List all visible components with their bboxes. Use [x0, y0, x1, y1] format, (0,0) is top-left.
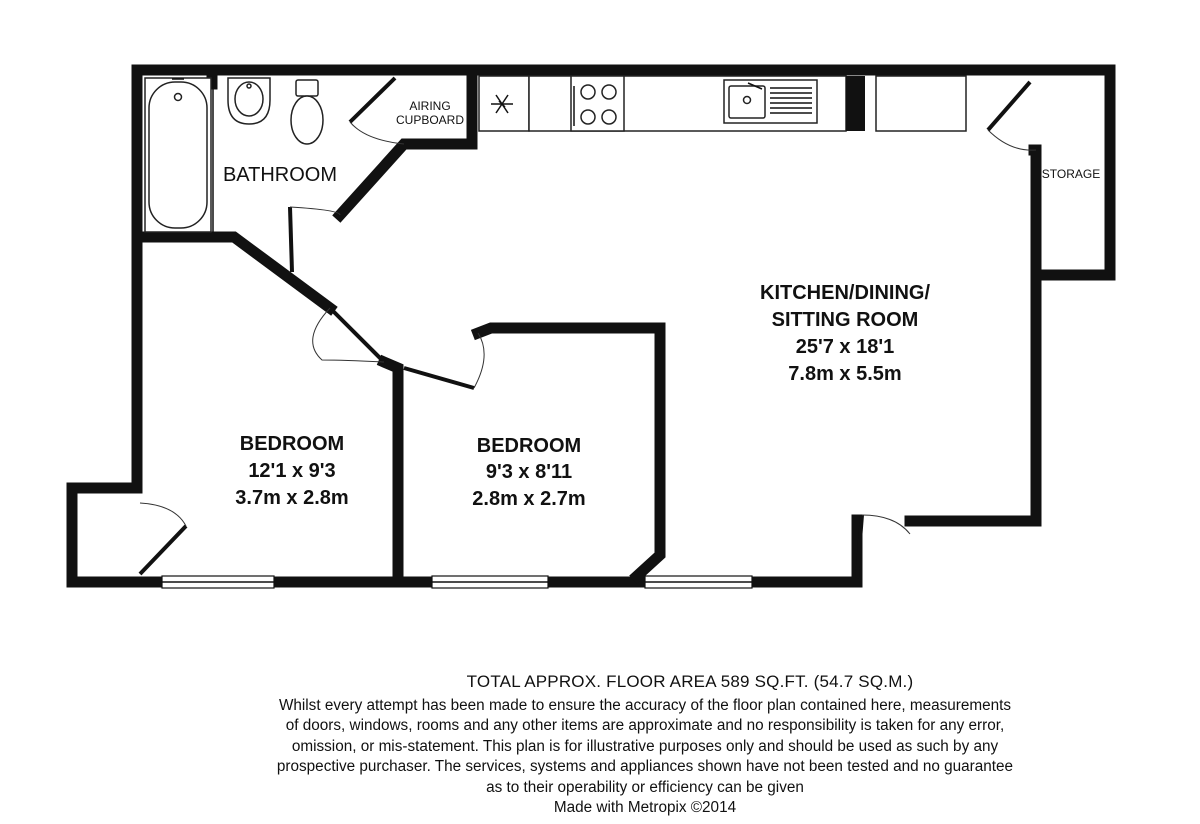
disclaimer-line: Whilst every attempt has been made to ensure the accuracy of the floor plan contained here, measurements: [278, 697, 1012, 714]
bedroom1-door-leaf: [330, 308, 384, 362]
airing-cupboard-label-2: CUPBOARD: [395, 113, 465, 127]
airing-door-leaf: [350, 78, 395, 122]
kitchen-name-1: KITCHEN/DINING/: [760, 282, 930, 304]
disclaimer-line: as to their operability or efficiency can be given: [486, 778, 804, 796]
kitchen-metric: 7.8m x 5.5m: [788, 363, 902, 385]
storage-label: STORAGE: [1041, 167, 1101, 181]
storage-wall: [1034, 150, 1036, 275]
hob: [571, 76, 624, 131]
bedroom1-imperial: 12'1 x 9'3: [248, 460, 336, 482]
storage-door-leaf: [988, 82, 1030, 130]
bedroom2-imperial: 9'3 x 8'11: [485, 461, 573, 483]
toilet-bowl: [291, 96, 323, 144]
bedroom1-metric: 3.7m x 2.8m: [235, 487, 349, 509]
entrance-door-arc: [862, 515, 910, 534]
footer: [0, 672, 1200, 818]
bathroom-door-leaf: [290, 207, 292, 272]
closet-door-leaf: [140, 526, 186, 574]
bedroom2-door-leaf: [404, 368, 474, 388]
total-floor-area: TOTAL APPROX. FLOOR AREA 589 SQ.FT. (54.7 SQ.M.): [466, 672, 914, 691]
bedroom-divider-wall: [384, 362, 398, 576]
bedroom2-door-arc: [474, 333, 484, 388]
disclaimer-line: of doors, windows, rooms and any other items are approximate and no responsibility is taken for any error,: [285, 717, 1005, 735]
disclaimer: [105, 696, 1095, 818]
bathroom-label: BATHROOM: [222, 164, 338, 186]
disclaimer-line: omission, or mis-statement. This plan is for illustrative purposes only and should be used as such by any: [291, 737, 999, 755]
toilet-cistern: [296, 80, 318, 96]
bath-inner: [149, 82, 207, 228]
disclaimer-line: prospective purchaser. The services, systems and appliances shown have not been tested and no guarantee: [276, 758, 1014, 776]
tall-unit: [846, 76, 865, 131]
bedroom2-metric: 2.8m x 2.7m: [472, 488, 586, 510]
kitchen-unit: [876, 76, 966, 131]
bathroom-bedroom-wall: [145, 237, 330, 308]
fixtures: [145, 76, 966, 232]
airing-cupboard-label-1: AIRING: [409, 99, 451, 113]
closet-door-arc: [140, 503, 186, 526]
airing-cupboard-wall: [340, 76, 472, 215]
kitchen-imperial: 25'7 x 18'1: [795, 336, 895, 358]
kitchen-name-2: SITTING ROOM: [771, 309, 919, 331]
bedroom2-name: BEDROOM: [476, 435, 582, 457]
credit: Made with Metropix ©2014: [553, 799, 737, 817]
windows: [162, 576, 752, 588]
bathroom-door-arc: [290, 207, 340, 215]
bedroom1-name: BEDROOM: [239, 433, 345, 455]
